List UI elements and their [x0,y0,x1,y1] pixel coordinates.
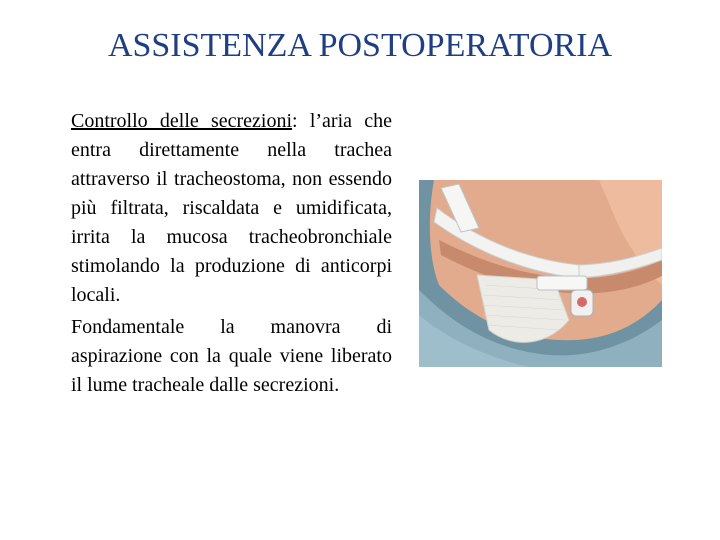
paragraph-secretion-control [71,107,392,310]
tracheostomy-photo-illustration [419,180,662,367]
tracheostomy-photo [419,180,662,367]
cannula-connector [577,297,587,307]
paragraph-heading: Controllo delle secrezioni [71,110,293,132]
body-text [71,107,392,403]
paragraph-text: : l’aria che entra direttamente nella trachea attraverso il tracheostoma, non essendo più filtrata, riscaldata e umidificata, irrita la mucosa tracheobronchiale stimolando la produzione di anticorpi locali. [71,110,392,306]
paragraph-aspiration: Fondamentale la manovra di aspirazione con la quale viene liberato il lume tracheale dalle secrezioni. [71,316,392,396]
cannula-flange [537,276,587,290]
slide-title: ASSISTENZA POSTOPERATORIA [107,27,613,64]
